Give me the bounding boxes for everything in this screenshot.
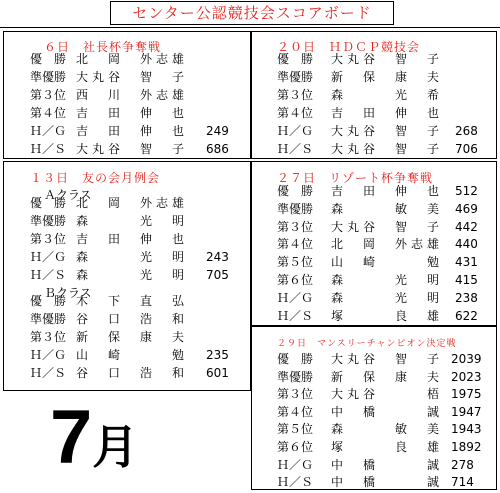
score-value: 1947 bbox=[451, 404, 482, 419]
player-name: 塚 良 雄 bbox=[331, 308, 444, 323]
month-unit: 月 bbox=[92, 420, 139, 474]
rank-label: Ｈ／Ｇ bbox=[30, 124, 67, 138]
rank-label: 第４位 bbox=[30, 106, 67, 120]
score-value: 442 bbox=[455, 219, 478, 234]
score-value: 714 bbox=[451, 475, 474, 490]
player-name: 森 光 明 bbox=[331, 290, 444, 305]
rank-label: 準優勝 bbox=[30, 70, 67, 84]
rank-label: 第６位 bbox=[277, 440, 314, 454]
score-value: 243 bbox=[206, 250, 229, 264]
rank-label: 第３位 bbox=[30, 330, 67, 344]
score-value: 622 bbox=[455, 308, 478, 323]
player-name: 谷 口 浩 和 bbox=[76, 366, 189, 380]
rank-label: 準優勝 bbox=[30, 312, 67, 326]
score-value: 469 bbox=[455, 201, 478, 216]
player-name: 大丸谷 智 子 bbox=[331, 124, 444, 138]
score-value: 686 bbox=[206, 142, 229, 156]
player-name: 中 橋 誠 bbox=[331, 475, 444, 490]
player-name: 新 保 康 夫 bbox=[331, 369, 444, 384]
player-name: 森 光 明 bbox=[76, 268, 189, 282]
score-value: 1892 bbox=[451, 440, 482, 454]
page-title: センター公認競技会スコアボード bbox=[110, 1, 394, 25]
rank-label: 優 勝 bbox=[277, 52, 314, 66]
score-value: 1975 bbox=[451, 387, 482, 402]
rank-label: Ｈ／Ｇ bbox=[30, 250, 67, 264]
player-name: 谷 口 浩 和 bbox=[76, 312, 189, 326]
player-name: 北 岡 外志雄 bbox=[76, 196, 189, 210]
rank-label: 第３位 bbox=[30, 232, 67, 246]
score-value: 2039 bbox=[451, 352, 482, 366]
player-name: 森 光 明 bbox=[331, 273, 444, 287]
rank-label: 準優勝 bbox=[277, 369, 314, 384]
score-value: 512 bbox=[455, 184, 478, 198]
score-value: 431 bbox=[455, 255, 478, 270]
player-name: 森 光 明 bbox=[76, 214, 189, 228]
player-name: 吉 田 伸 也 bbox=[76, 232, 189, 246]
section-title-13th: １３日 友の会月例会 bbox=[30, 171, 161, 185]
rank-label: 第５位 bbox=[277, 255, 314, 270]
rank-label: Ｈ／Ｓ bbox=[30, 142, 67, 156]
month-number: 7 bbox=[50, 395, 93, 480]
player-name: 森 敏 美 bbox=[331, 201, 444, 216]
player-name: 木 下 直 弘 bbox=[76, 294, 189, 308]
player-name: 新 保 康 夫 bbox=[331, 70, 444, 84]
class-b-label: Ｂクラス bbox=[44, 286, 92, 300]
player-name: 大丸谷 智 子 bbox=[76, 142, 189, 156]
section-title-20th: ２０日 ＨＤＣＰ競技会 bbox=[277, 40, 421, 54]
score-value: 238 bbox=[455, 290, 478, 305]
score-value: 278 bbox=[451, 457, 474, 472]
rank-label: Ｈ／Ｇ bbox=[277, 457, 314, 472]
rank-label: 第５位 bbox=[277, 422, 314, 437]
rank-label: Ｈ／Ｓ bbox=[277, 142, 314, 156]
player-name: 中 橋 誠 bbox=[331, 457, 444, 472]
rank-label: 優 勝 bbox=[30, 52, 67, 66]
rank-label: 第３位 bbox=[277, 219, 314, 234]
rank-label: 準優勝 bbox=[277, 201, 314, 216]
player-name: 森 光 明 bbox=[76, 250, 189, 264]
player-name: 吉 田 伸 也 bbox=[76, 106, 189, 120]
score-value: 705 bbox=[206, 268, 229, 282]
rank-label: 第４位 bbox=[277, 237, 314, 252]
rank-label: 第６位 bbox=[277, 273, 314, 287]
section-title-29th: ２９日 マンスリーチャンピオン決定戦 bbox=[277, 339, 457, 349]
player-name: 大丸谷 梧 bbox=[331, 387, 444, 402]
rank-label: Ｈ／Ｓ bbox=[30, 268, 67, 282]
header bbox=[0, 0, 500, 28]
score-value: 601 bbox=[206, 366, 229, 380]
rank-label: 第３位 bbox=[277, 88, 314, 102]
player-name: 大丸谷 智 子 bbox=[76, 70, 189, 84]
score-value: 1943 bbox=[451, 422, 482, 437]
rank-label: Ｈ／Ｇ bbox=[277, 290, 314, 305]
player-name: 吉 田 伸 也 bbox=[76, 124, 189, 138]
class-a-label: Ａクラス bbox=[44, 188, 92, 202]
rank-label: 第３位 bbox=[277, 387, 314, 402]
player-name: 北 岡 外志雄 bbox=[331, 237, 444, 252]
player-name: 大丸谷 智 子 bbox=[331, 352, 444, 366]
player-name: 大丸谷 智 子 bbox=[331, 52, 444, 66]
header-divider bbox=[0, 27, 500, 28]
player-name: 吉 田 伸 也 bbox=[331, 184, 444, 198]
rank-label: 第４位 bbox=[277, 106, 314, 120]
player-name: 山 崎 勉 bbox=[331, 255, 444, 270]
rank-label: 準優勝 bbox=[30, 214, 67, 228]
score-value: 706 bbox=[455, 142, 478, 156]
rank-label: 第４位 bbox=[277, 404, 314, 419]
rank-label: Ｈ／Ｓ bbox=[277, 475, 314, 490]
player-name: 塚 良 雄 bbox=[331, 440, 444, 454]
month-label bbox=[50, 392, 138, 492]
player-name: 吉 田 伸 也 bbox=[331, 106, 444, 120]
score-value: 440 bbox=[455, 237, 478, 252]
rank-label: Ｈ／Ｇ bbox=[30, 348, 67, 362]
rank-label: 準優勝 bbox=[277, 70, 314, 84]
player-name: 中 橋 誠 bbox=[331, 404, 444, 419]
player-name: 大丸谷 智 子 bbox=[331, 219, 444, 234]
section-title-6th: ６日 社長杯争奪戦 bbox=[44, 40, 162, 54]
section-title-27th: ２７日 リゾート杯争奪戦 bbox=[277, 171, 434, 185]
player-name: 森 光 希 bbox=[331, 88, 444, 102]
score-value: 268 bbox=[455, 124, 478, 138]
rank-label: 優 勝 bbox=[277, 184, 314, 198]
rank-label: 優 勝 bbox=[277, 352, 314, 366]
score-value: 235 bbox=[206, 348, 229, 362]
rank-label: 第３位 bbox=[30, 88, 67, 102]
rank-label: 優 勝 bbox=[30, 196, 67, 210]
score-value: 2023 bbox=[451, 369, 482, 384]
rank-label: 優 勝 bbox=[30, 294, 67, 308]
player-name: 山 崎 勉 bbox=[76, 348, 189, 362]
player-name: 北 岡 外志雄 bbox=[76, 52, 189, 66]
rank-label: Ｈ／Ｓ bbox=[277, 308, 314, 323]
player-name: 森 敏 美 bbox=[331, 422, 444, 437]
player-name: 新 保 康 夫 bbox=[76, 330, 189, 344]
score-value: 415 bbox=[455, 273, 478, 287]
rank-label: Ｈ／Ｇ bbox=[277, 124, 314, 138]
score-value: 249 bbox=[206, 124, 229, 138]
player-name: 大丸谷 智 子 bbox=[331, 142, 444, 156]
player-name: 西 川 外志雄 bbox=[76, 88, 189, 102]
rank-label: Ｈ／Ｓ bbox=[30, 366, 67, 380]
